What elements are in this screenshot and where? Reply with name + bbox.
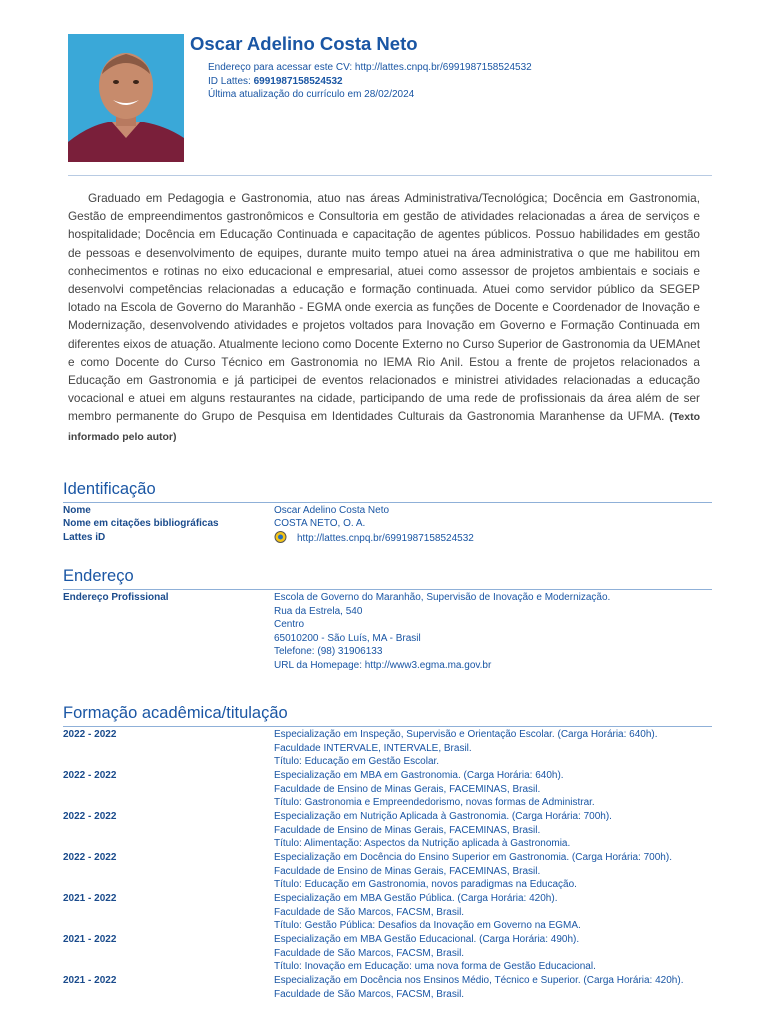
formacao-line: Título: Educação em Gastronomia, novos paradigmas na Educação.	[274, 879, 577, 890]
formacao-line: Faculdade de São Marcos, FACSM, Brasil.	[274, 947, 465, 959]
formacao-line: Especialização em Docência nos Ensinos Médio, Técnico e Superior. (Carga Horária: 420h).	[274, 975, 684, 986]
section-title-formacao: Formação acadêmica/titulação	[63, 704, 288, 722]
endereco-line: Escola de Governo do Maranhão, Supervisão de Inovação e Modernização.	[274, 592, 611, 603]
summary-note: (Texto informado pelo autor)	[68, 411, 700, 443]
formacao-line: Faculdade de Ensino de Minas Gerais, FACEMINAS, Brasil.	[274, 783, 541, 795]
formacao-line: Título: Alimentação: Aspectos da Nutrição aplicada à Gastronomia.	[274, 838, 571, 849]
formacao-line: Faculdade INTERVALE, INTERVALE, Brasil.	[274, 742, 472, 754]
formacao-details	[274, 728, 658, 769]
formacao-details	[274, 933, 596, 974]
summary-body: Graduado em Pedagogia e Gastronomia, atuo nas áreas Administrativa/Tecnológica; Docência em Gastronomia, Gestão de empreendimentos gastronômicos e Consultoria em gestão de atividades relacionadas a área de serviços e hospitalidade; Docência em Educação Continuada e capacitação de agentes públicos. Possuo habilidades em gestão de pessoas e desenvolvimento de equipes, durante muito tempo atuei na área administrativa o que me habilitou em conhecimentos e rotinas no eixo educacional e empresarial, atuei como assessor de projetos ambientais e sociais e desenvolvi competências relacionadas a educação e formação continuada. Atuei como servidor público da SEGEP lotado na Escola de Governo do Maranhão - EGMA onde exercia as funções de Docente e Coordenador de Inovação e Modernização, desenvolvendo atividades e projetos voltados para Inovação em Governo e Formação Continuada em diferentes eixos de atuação. Atualmente leciono como Docente Externo no Curso Superior de Gastronomia da UEMAnet e como Docente do Curso Técnico em Gastronomia no IEMA Rio Anil. Estou a frente de projetos relacionados a Educação em Gastronomia e já participei de eventos relacionados e ministrei atividades relacionadas a educação vocacional e atuei em alguns restaurantes na cidade, participando de uma rede de profissionais da área além de ser membro permanente do Grupo de Pesquisa em Identidades Culturais da Gastronomia Maranhense da UFMA.	[68, 191, 700, 424]
section-divider	[63, 589, 712, 590]
formacao-line: Faculdade de Ensino de Minas Gerais, FACEMINAS, Brasil.	[274, 865, 541, 877]
header-divider	[68, 175, 712, 176]
formacao-details	[274, 892, 581, 933]
formacao-period: 2022 - 2022	[63, 852, 117, 863]
person-name: Oscar Adelino Costa Neto	[190, 33, 418, 54]
field-label: Nome	[63, 505, 91, 516]
endereco-line: Rua da Estrela, 540	[274, 605, 363, 617]
endereco-line: Telefone: (98) 31906133	[274, 646, 383, 657]
orcid-lattes-icon	[274, 531, 287, 543]
formacao-line: Especialização em Nutrição Aplicada à Gastronomia. (Carga Horária: 700h).	[274, 811, 612, 822]
formacao-line: Especialização em MBA em Gastronomia. (Carga Horária: 640h).	[274, 770, 564, 781]
formacao-line: Especialização em MBA Gestão Educacional. (Carga Horária: 490h).	[274, 934, 580, 945]
lattes-id-value: 6991987158524532	[253, 75, 343, 87]
formacao-line: Título: Gestão Pública: Desafios da Inovação em Governo na EGMA.	[274, 920, 581, 931]
lattes-id-line	[208, 75, 532, 89]
last-update: Última atualização do currículo em 28/02/2024	[208, 89, 415, 100]
summary-text	[68, 189, 700, 446]
cv-url[interactable]: Endereço para acessar este CV: http://lattes.cnpq.br/6991987158524532	[208, 62, 532, 73]
formacao-line: Especialização em Inspeção, Supervisão e Orientação Escolar. (Carga Horária: 640h).	[274, 729, 658, 740]
lattes-url-link[interactable]: http://lattes.cnpq.br/6991987158524532	[297, 533, 474, 544]
homepage-url-link[interactable]: URL da Homepage: http://www3.egma.ma.gov.br	[274, 659, 492, 671]
formacao-period: 2022 - 2022	[63, 729, 117, 740]
field-label: Nome em citações bibliográficas	[63, 518, 219, 529]
formacao-details	[274, 810, 612, 851]
field-label: Lattes iD	[63, 532, 106, 543]
section-title-endereco: Endereço	[63, 567, 134, 585]
formacao-line: Faculdade de São Marcos, FACSM, Brasil.	[274, 906, 465, 918]
field-value: Oscar Adelino Costa Neto	[274, 505, 390, 516]
endereco-line: Centro	[274, 619, 305, 630]
section-divider	[63, 726, 712, 727]
section-title-identificacao: Identificação	[63, 480, 156, 498]
formacao-period: 2022 - 2022	[63, 811, 117, 822]
section-divider	[63, 502, 712, 503]
formacao-line: Especialização em Docência do Ensino Superior em Gastronomia. (Carga Horária: 700h).	[274, 852, 672, 863]
profile-photo	[68, 34, 184, 162]
formacao-period: 2022 - 2022	[63, 770, 117, 781]
header-meta	[208, 61, 532, 102]
endereco-line: 65010200 - São Luís, MA - Brasil	[274, 632, 421, 644]
formacao-line: Título: Educação em Gestão Escolar.	[274, 756, 440, 767]
formacao-line: Especialização em MBA Gestão Pública. (Carga Horária: 420h).	[274, 893, 558, 904]
lattes-id-label: ID Lattes:	[208, 75, 254, 87]
formacao-details	[274, 851, 672, 892]
formacao-period: 2021 - 2022	[63, 975, 117, 986]
endereco-lines	[274, 591, 610, 672]
formacao-period: 2021 - 2022	[63, 893, 117, 904]
field-label: Endereço Profissional	[63, 592, 169, 603]
formacao-line: Título: Inovação em Educação: uma nova forma de Gestão Educacional.	[274, 961, 596, 972]
field-value	[274, 531, 474, 546]
field-value: COSTA NETO, O. A.	[274, 518, 366, 529]
formacao-details	[274, 974, 683, 1001]
formacao-line: Faculdade de Ensino de Minas Gerais, FACEMINAS, Brasil.	[274, 824, 541, 836]
formacao-line: Faculdade de São Marcos, FACSM, Brasil.	[274, 988, 465, 1000]
formacao-line: Título: Gastronomia e Empreendedorismo, novas formas de Administrar.	[274, 797, 595, 808]
formacao-details	[274, 769, 595, 810]
formacao-period: 2021 - 2022	[63, 934, 117, 945]
